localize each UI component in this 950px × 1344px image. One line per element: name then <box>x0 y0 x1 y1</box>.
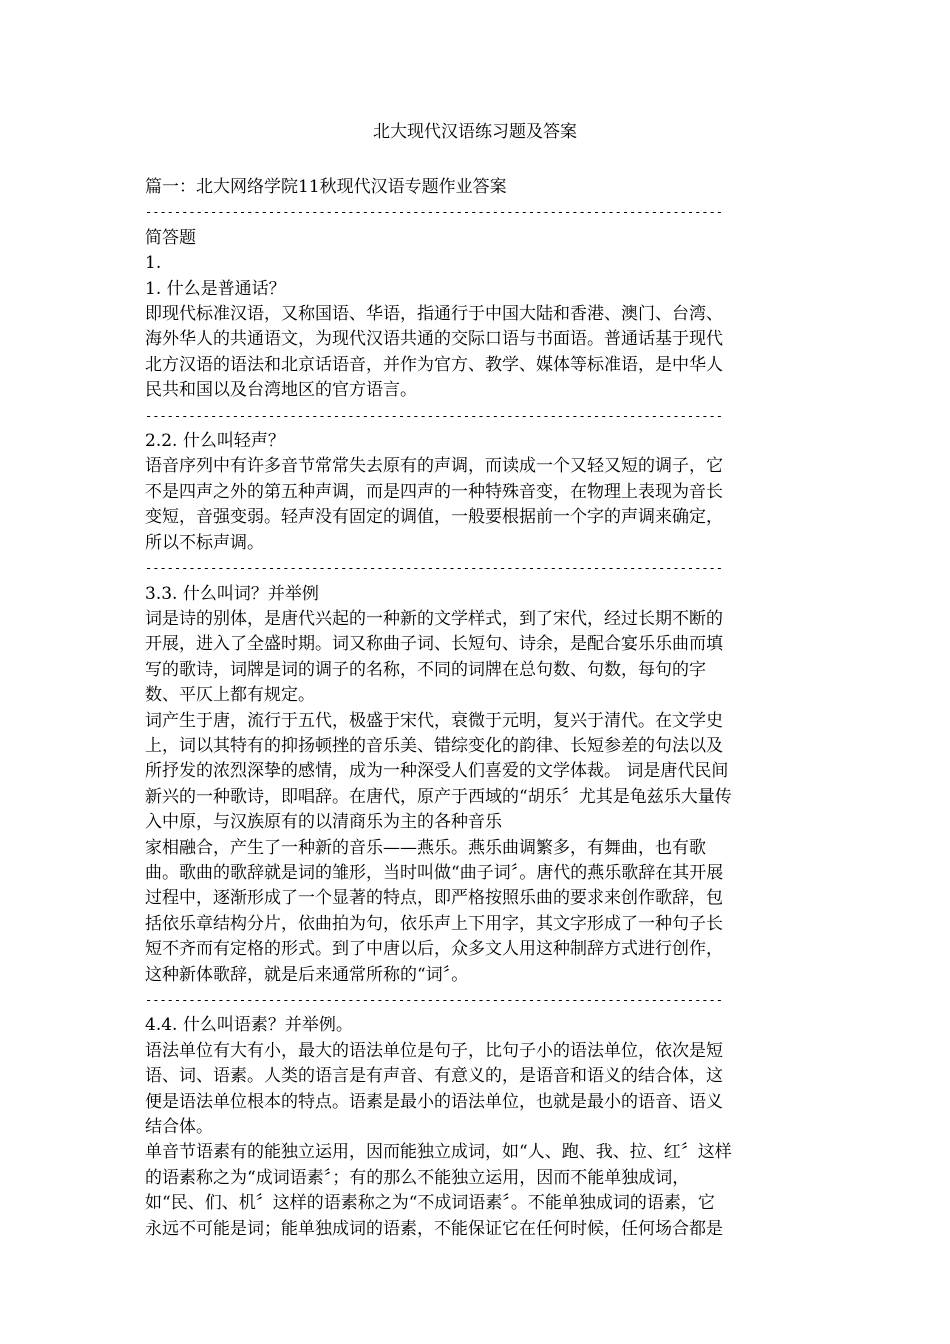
answer-line: 新兴的一种歌诗，即唱辞。在唐代，原产于西域的“胡乐〞尤其是龟兹乐大量传 <box>145 786 732 807</box>
answer-line: 所以不标声调。 <box>145 532 264 553</box>
answer-line: 北方汉语的语法和北京话语音，并作为官方、教学、媒体等标准语，是中华人 <box>145 354 723 375</box>
answer-line: 即现代标准汉语，又称国语、华语，指通行于中国大陆和香港、澳门、台湾、 <box>145 304 723 325</box>
answer-line: 词是诗的别体，是唐代兴起的一种新的文学样式，到了宋代，经过长期不断的 <box>145 608 723 629</box>
answer-line: 民共和国以及台湾地区的官方语言。 <box>145 380 417 401</box>
answer-line: 不是四声之外的第五种声调，而是四声的一种特殊音变，在物理上表现为音长 <box>145 481 723 502</box>
answer-line: 单音节语素有的能独立运用，因而能独立成词，如“人、跑、我、拉、红〞这样 <box>145 1142 732 1163</box>
answer-line: 这种新体歌辞，就是后来通常所称的“词〞。 <box>145 964 469 985</box>
question-type-heading: 简答题 <box>145 227 196 248</box>
answer-line: 数、平仄上都有规定。 <box>145 685 315 706</box>
section-heading: 篇一：北大网络学院11秋现代汉语专题作业答案 <box>145 177 507 197</box>
answer-line: 海外华人的共通语文，为现代汉语共通的交际口语与书面语。普通话基于现代 <box>145 329 723 350</box>
document-title: 北大现代汉语练习题及答案 <box>373 122 577 142</box>
answer-line: 上，词以其特有的抑扬顿挫的音乐美、错综变化的韵律、长短参差的句法以及 <box>145 735 723 756</box>
question-number: 1. <box>145 253 162 274</box>
document-body <box>145 120 805 1242</box>
divider: -------------------------------------------------------------------------------- <box>145 561 723 576</box>
answer-line: 过程中，逐渐形成了一个显著的特点，即严格按照乐曲的要求来创作歌辞，包 <box>145 888 723 909</box>
answer-line: 开展，进入了全盛时期。词又称曲子词、长短句、诗余，是配合宴乐乐曲而填 <box>145 634 723 655</box>
divider: -------------------------------------------------------------------------------- <box>145 408 723 423</box>
answer-line: 语法单位有大有小，最大的语法单位是句子，比句子小的语法单位，依次是短 <box>145 1040 723 1061</box>
question-4: 4.4. 什么叫语素？并举例。 <box>145 1015 353 1036</box>
answer-line: 如“民、们、机〞这样的语素称之为“不成词语素〞。不能单独成词的语素，它 <box>145 1193 715 1214</box>
divider: -------------------------------------------------------------------------------- <box>145 205 723 220</box>
answer-line: 写的歌诗，词牌是词的调子的名称，不同的词牌在总句数、句数，每句的字 <box>145 659 706 680</box>
answer-line: 入中原，与汉族原有的以清商乐为主的各种音乐 <box>145 812 502 833</box>
question-3: 3.3. 什么叫词？并举例 <box>145 583 319 604</box>
answer-line: 便是语法单位根本的特点。语素是最小的语法单位，也就是最小的语音、语义 <box>145 1091 723 1112</box>
divider: -------------------------------------------------------------------------------- <box>145 993 723 1007</box>
question-1: 1. 什么是普通话？ <box>145 278 286 299</box>
answer-line: 短不齐而有定格的形式。到了中唐以后，众多文人用这种制辞方式进行创作， <box>145 939 723 960</box>
answer-line: 曲。歌曲的歌辞就是词的雏形，当时叫做“曲子词〞。唐代的燕乐歌辞在其开展 <box>145 862 724 883</box>
answer-line: 词产生于唐，流行于五代，极盛于宋代，衰微于元明，复兴于清代。在文学史 <box>145 710 723 731</box>
answer-line: 结合体。 <box>145 1117 213 1138</box>
answer-line: 括依乐章结构分片，依曲拍为句，依乐声上下用字，其文字形成了一种句子长 <box>145 913 723 934</box>
answer-line: 家相融合，产生了一种新的音乐——燕乐。燕乐曲调繁多，有舞曲，也有歌 <box>145 837 706 858</box>
answer-line: 所抒发的浓烈深挚的感情，成为一种深受人们喜爱的文学体裁。 词是唐代民间 <box>145 761 729 782</box>
answer-line: 语音序列中有许多音节常常失去原有的声调，而读成一个又轻又短的调子，它 <box>145 456 723 477</box>
answer-line: 的语素称之为“成词语素〞；有的那么不能独立运用，因而不能单独成词， <box>145 1167 690 1188</box>
question-2: 2.2. 什么叫轻声？ <box>145 431 285 452</box>
answer-line: 语、词、语素。人类的语言是有声音、有意义的，是语音和语义的结合体，这 <box>145 1066 723 1087</box>
answer-line: 永远不可能是词；能单独成词的语素，不能保证它在任何时候，任何场合都是 <box>145 1218 723 1239</box>
answer-line: 变短，音强变弱。轻声没有固定的调值，一般要根据前一个字的声调来确定， <box>145 507 723 528</box>
